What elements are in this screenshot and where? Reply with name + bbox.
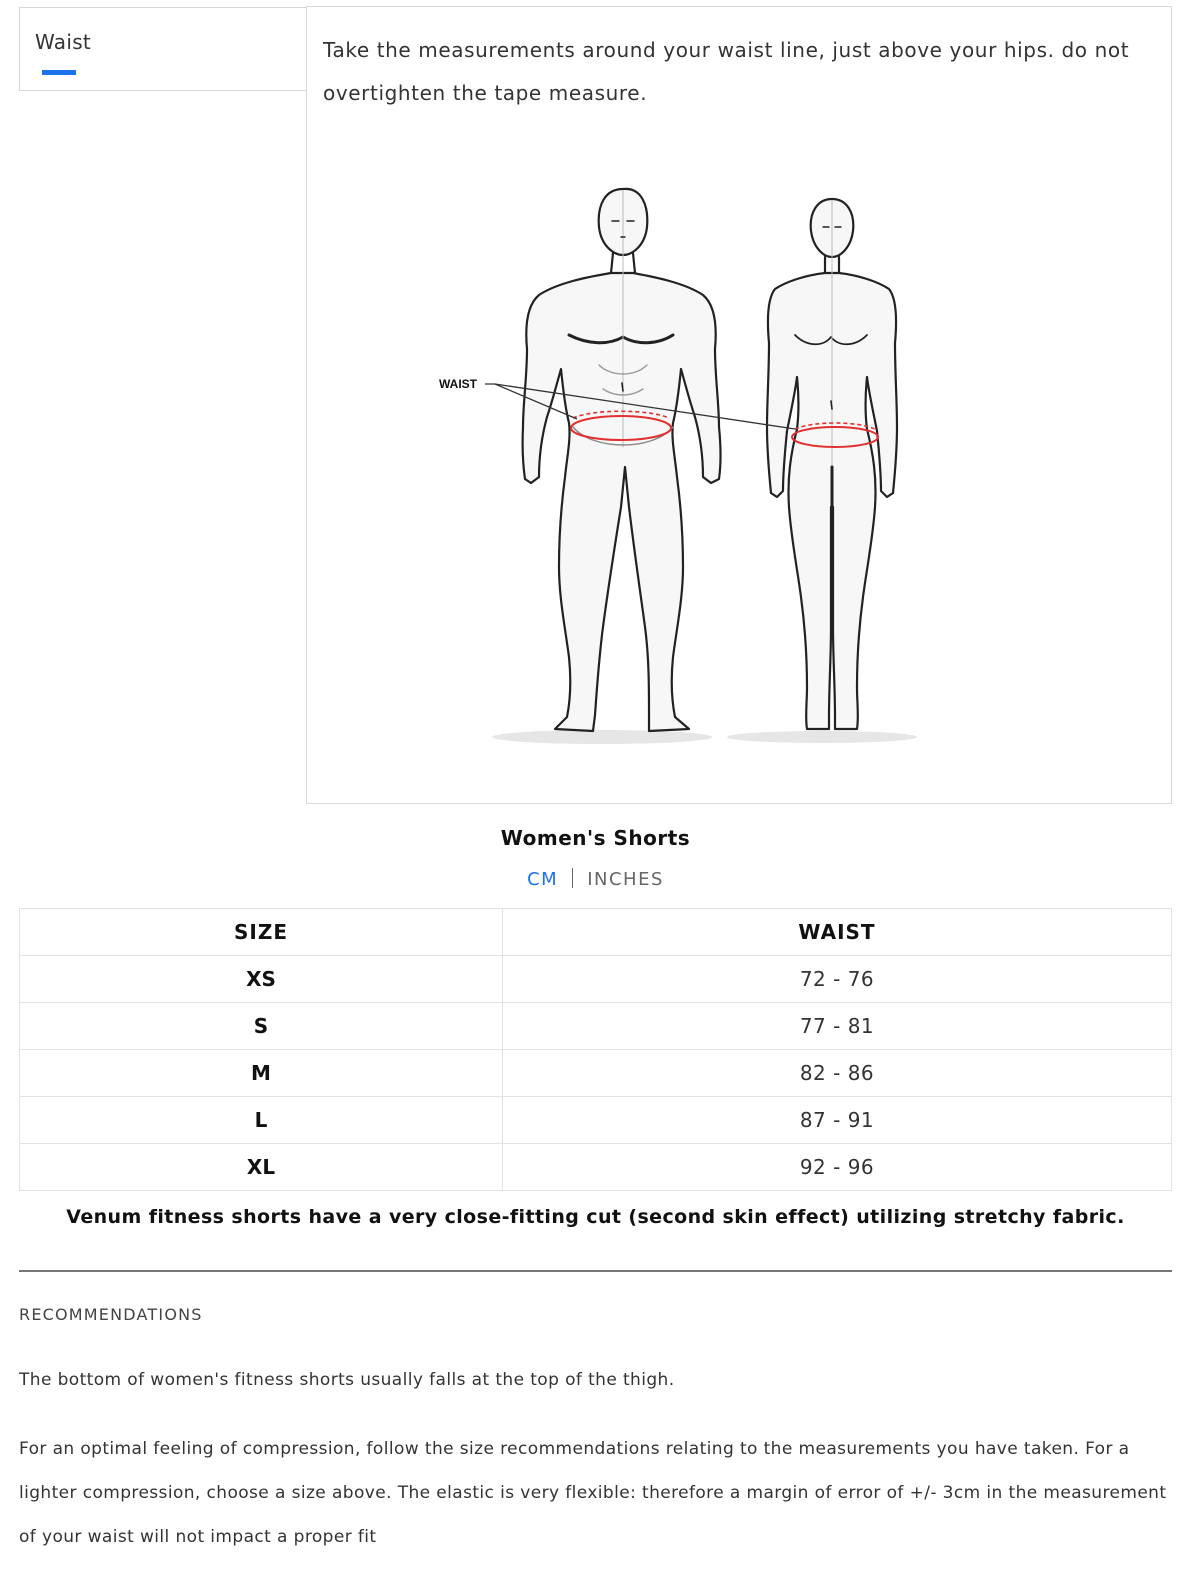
male-figure: [523, 189, 721, 731]
waist-cell: 82 - 86: [503, 1050, 1172, 1097]
tab-active-indicator: [42, 70, 76, 75]
table-row: [20, 1097, 1172, 1144]
unit-toggle: [0, 868, 1191, 890]
unit-separator: [572, 868, 573, 888]
size-cell: L: [20, 1097, 503, 1144]
body-measurement-illustration: [427, 177, 927, 757]
table-row: [20, 1003, 1172, 1050]
section-divider: [19, 1270, 1172, 1272]
recommendation-paragraph: The bottom of women's fitness shorts usually falls at the top of the thigh.: [19, 1370, 675, 1390]
waist-cell: 72 - 76: [503, 956, 1172, 1003]
ground-shadow: [492, 730, 712, 744]
table-header-row: [20, 909, 1172, 956]
table-row: [20, 1050, 1172, 1097]
fit-note: Venum fitness shorts have a very close-fitting cut (second skin effect) utilizing stretchy fabric.: [66, 1206, 1125, 1228]
size-cell: S: [20, 1003, 503, 1050]
unit-cm-button[interactable]: CM: [527, 869, 559, 890]
waist-cell: 87 - 91: [503, 1097, 1172, 1144]
size-cell: XS: [20, 956, 503, 1003]
unit-inches-button[interactable]: INCHES: [587, 869, 664, 890]
waist-callout-label: WAIST: [439, 377, 477, 391]
waist-cell: 92 - 96: [503, 1144, 1172, 1191]
header-size: SIZE: [20, 909, 503, 956]
size-chart-title: Women's Shorts: [500, 826, 691, 850]
table-row: [20, 1144, 1172, 1191]
size-cell: XL: [20, 1144, 503, 1191]
size-table: [19, 908, 1172, 1191]
recommendation-paragraph: For an optimal feeling of compression, follow the size recommendations relating to the measurements you have taken. For a lighter compression, choose a size above. The elastic is very flexible: therefore a margin of error of +/- 3cm in the measurement of your waist will not impact a proper fit: [19, 1439, 1167, 1547]
tab-waist[interactable]: [19, 7, 308, 91]
header-waist: WAIST: [503, 909, 1172, 956]
tab-waist-label: Waist: [35, 30, 92, 54]
waist-cell: 77 - 81: [503, 1003, 1172, 1050]
measurement-panel: [306, 6, 1172, 804]
table-row: [20, 956, 1172, 1003]
recommendations-heading: RECOMMENDATIONS: [19, 1305, 203, 1324]
ground-shadow: [727, 731, 917, 743]
measurement-description: Take the measurements around your waist line, just above your hips. do not overtighten the tape measure.: [323, 38, 1130, 105]
female-figure: [767, 199, 897, 729]
size-cell: M: [20, 1050, 503, 1097]
